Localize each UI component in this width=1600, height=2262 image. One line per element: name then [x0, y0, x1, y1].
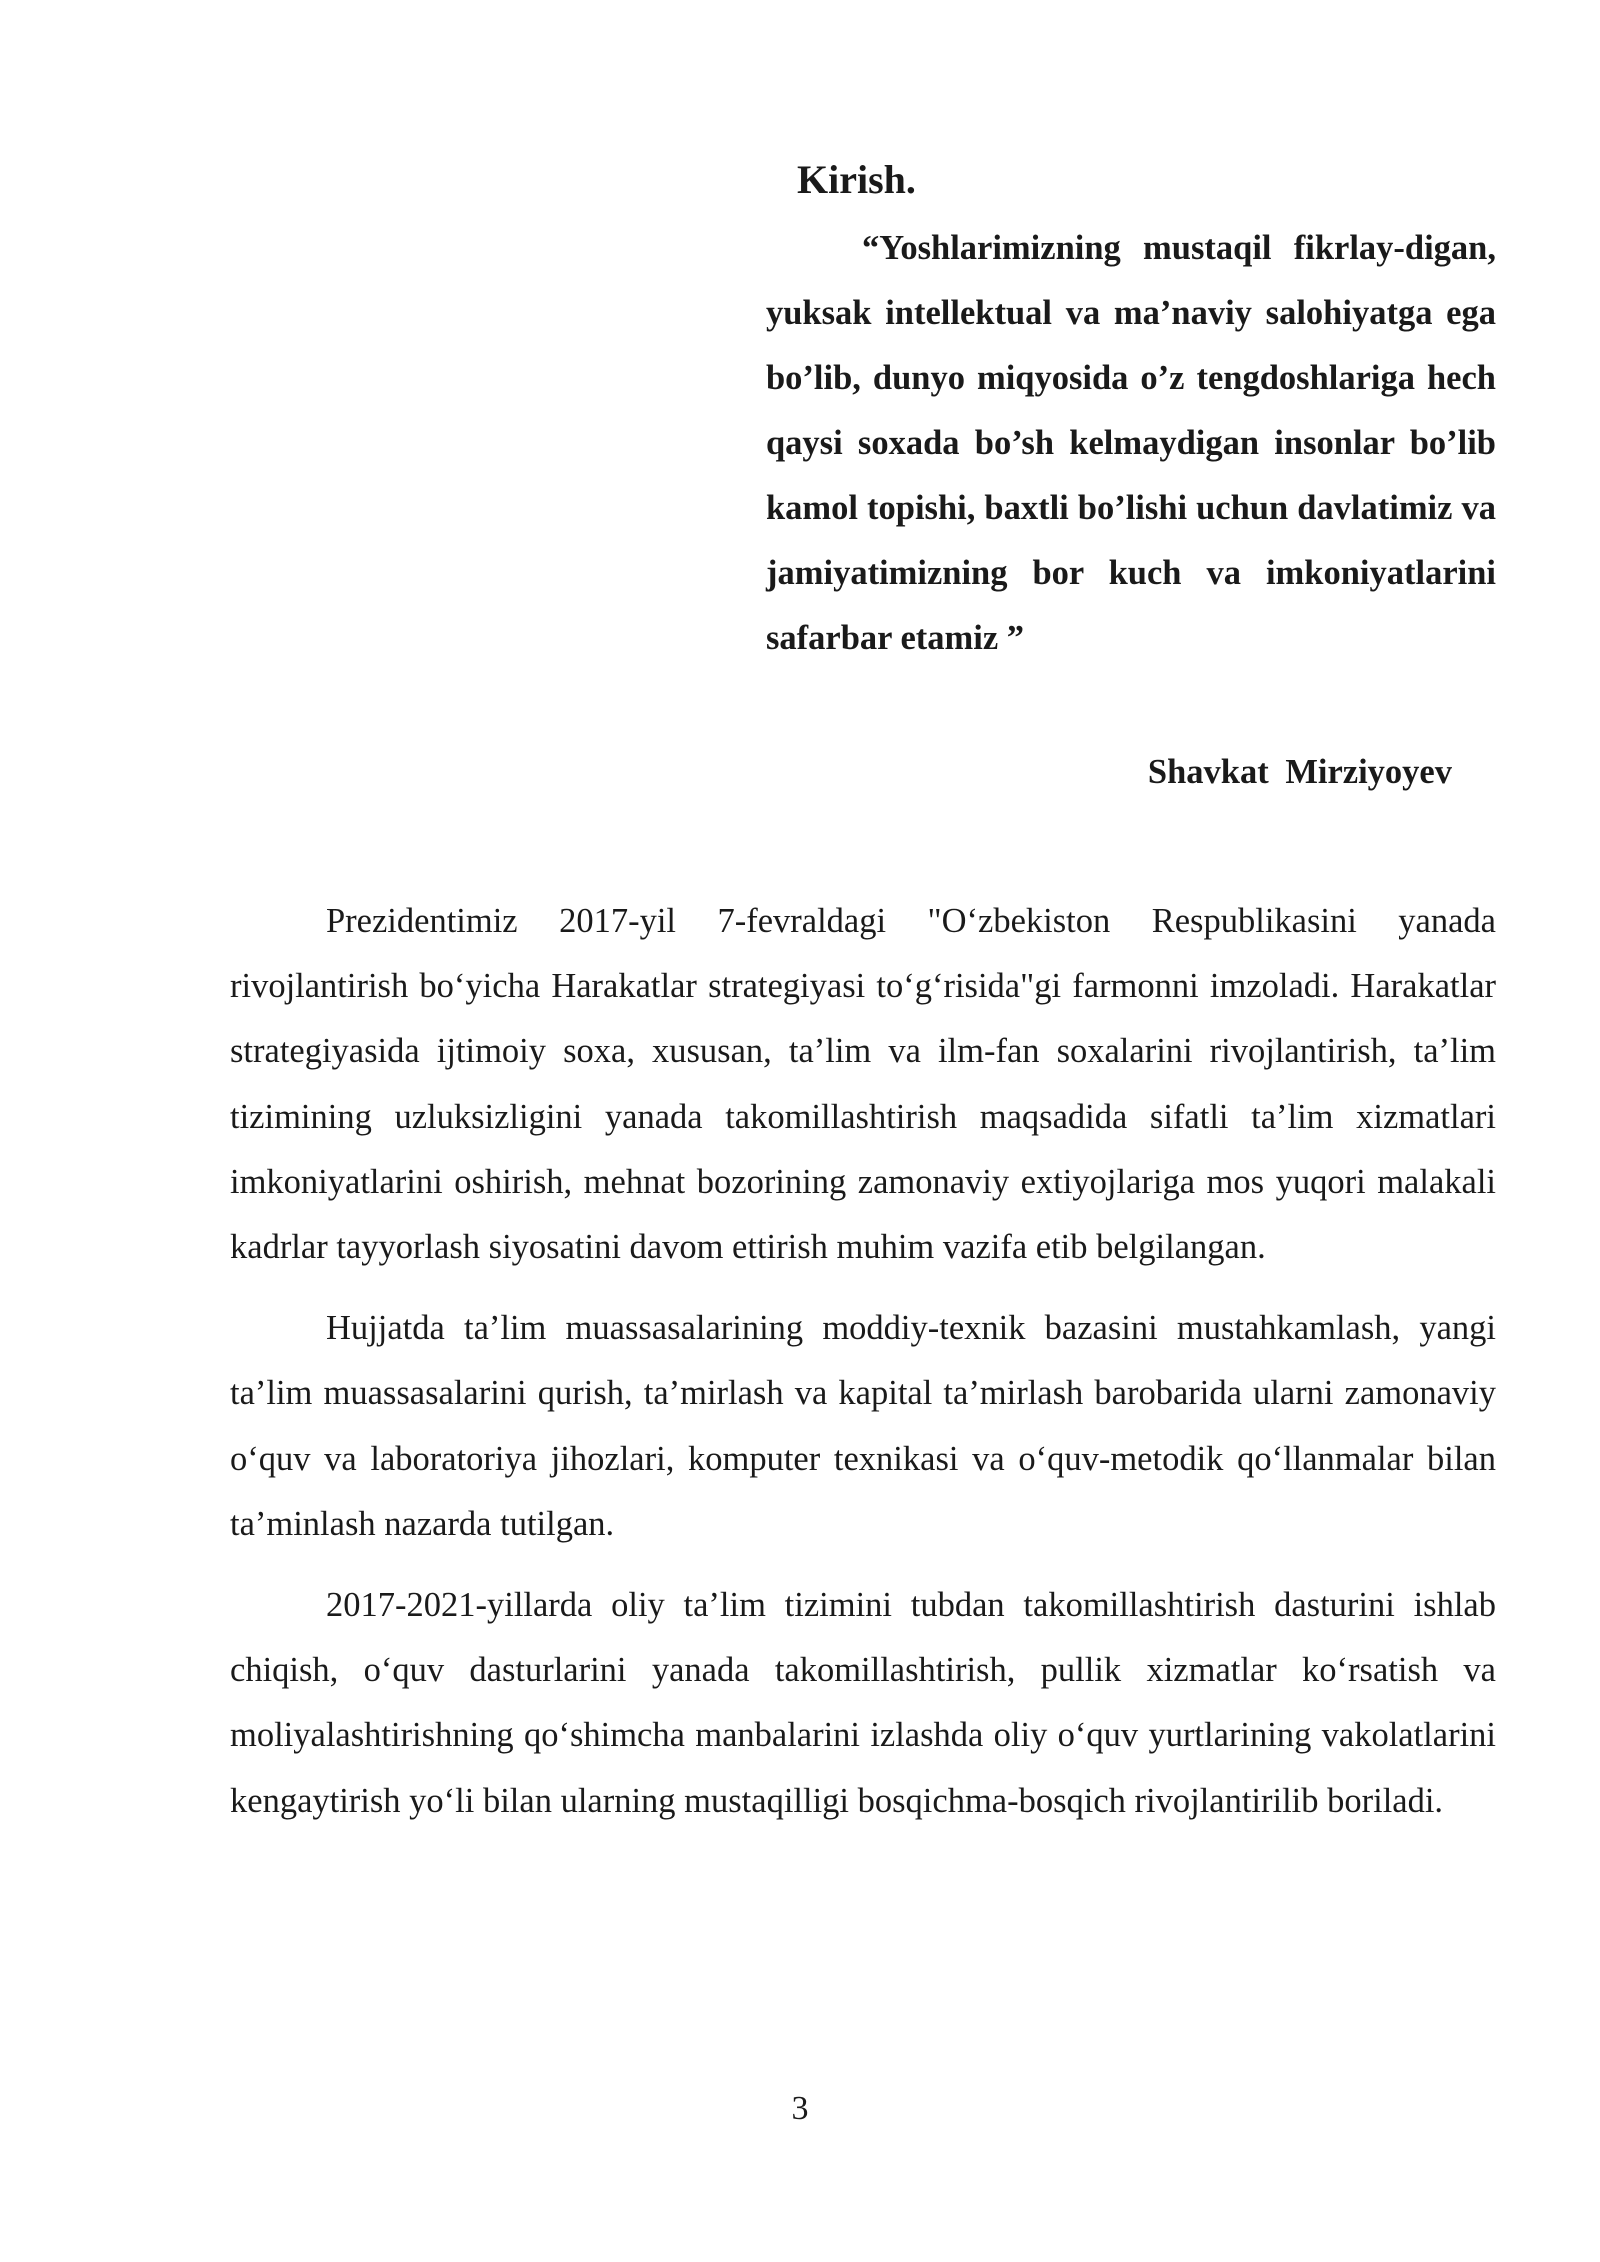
paragraph: 2017-2021-yillarda oliy ta’lim tizimini tubdan takomillashtirish dasturini ishlab chiqish, o‘quv dasturlarini yanada takomillashtirish, pullik xizmatlar ko‘rsatish va moliyalashtirishning qo‘shimcha manbalarini izlashda oliy o‘quv yurtlarining vakolatlarini kengaytirish yo‘li bilan ularning mustaqilligi bosqichma-bosqich rivojlantirilib boriladi.	[230, 1586, 1496, 1820]
section-heading: Kirish.	[797, 157, 916, 202]
paragraph: Prezidentimiz 2017-yil 7-fevraldagi "O‘zbekiston Respublikasini yanada rivojlantirish bo‘yicha Harakatlar strategiyasi to‘g‘risida"gi farmonni imzoladi. Harakatlar strategiyasida ijtimoiy soxa, xususan, ta’lim va ilm-fan soxalarini rivojlantirish, ta’lim tizimining uzluksizligini yanada takomillashtirish maqsadida sifatli ta’lim xizmatlari imkoniyatlarini oshirish, mehnat bozorining zamonaviy extiyojlariga mos yuqori malakali kadrlar tayyorlash siyosatini davom ettirish muhim vazifa etib belgilangan.	[230, 902, 1496, 1267]
epigraph-quote: “Yoshlarimizning mustaqil fikrlay-digan, yuksak intellektual va ma’naviy salohiyatga ega bo’lib, dunyo miqyosida o’z tengdoshlariga hech qaysi soxada bo’sh kelmaydigan insonlar bo’lib kamol topishi, baxtli bo’lishi uchun davlatimiz va jamiyatimizning bor kuch va imkoniyatlarini safarbar etamiz ”	[766, 229, 1496, 657]
body-text	[230, 889, 1496, 1850]
page-number: 3	[791, 2090, 809, 2127]
paragraph: Hujjatda ta’lim muassasalarining moddiy-texnik bazasini mustahkamlash, yangi ta’lim muassasalarini qurish, ta’mirlash va kapital ta’mirlash barobarida ularni zamonaviy o‘quv va laboratoriya jihozlari, komputer texnikasi va o‘quv-metodik qo‘llanmalar bilan ta’minlash nazarda tutilgan.	[230, 1309, 1496, 1543]
epigraph-author: Shavkat Mirziyoyev	[1147, 753, 1452, 791]
